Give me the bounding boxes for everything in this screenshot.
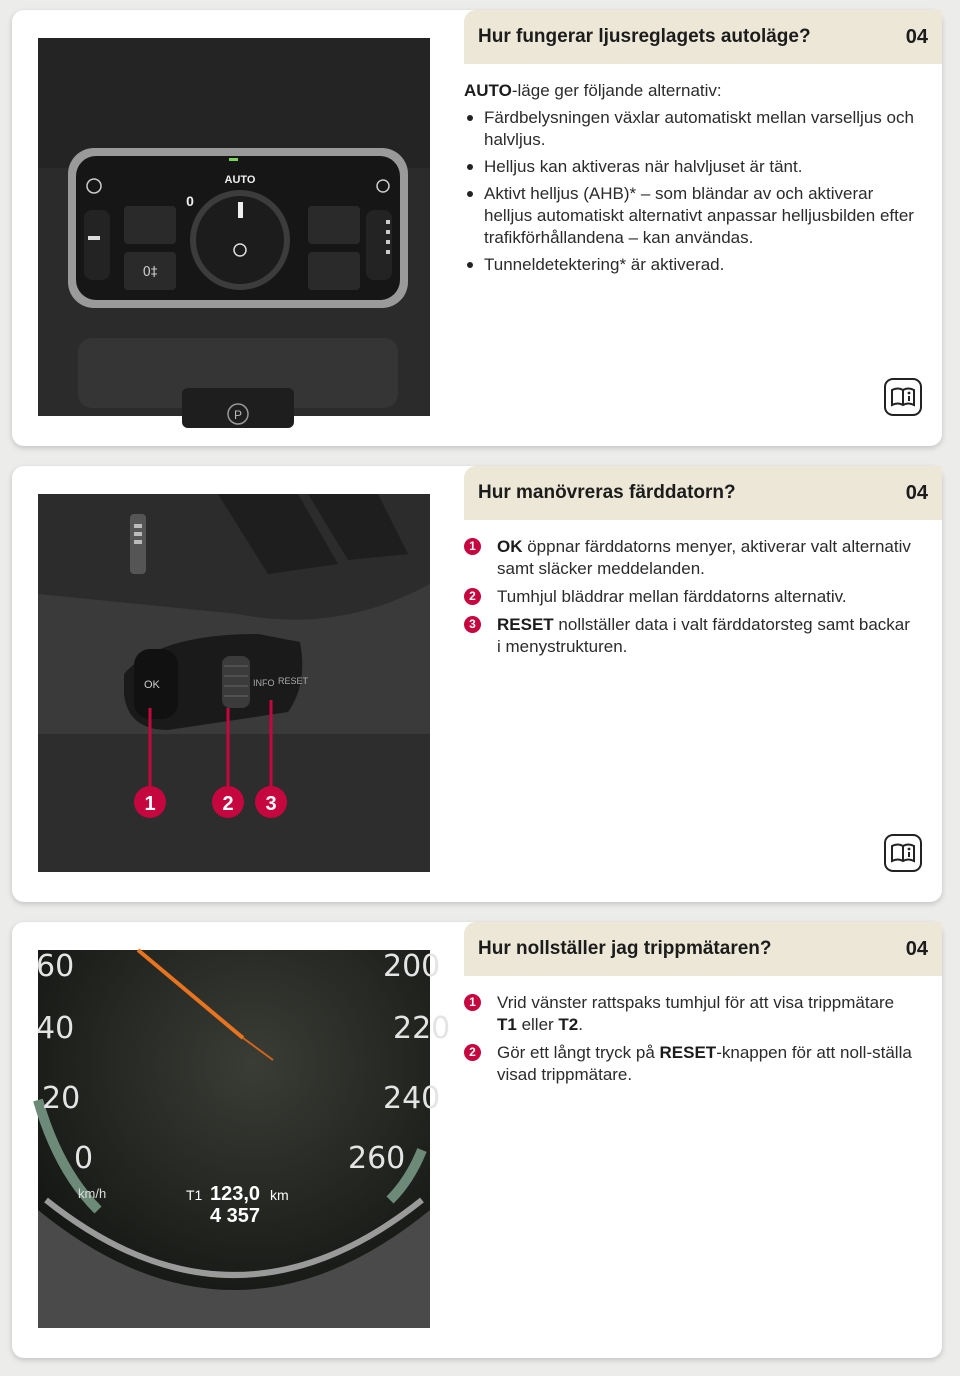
section-title: Hur fungerar ljusreglagets autoläge? — [478, 26, 811, 47]
step-bold: T2 — [558, 1015, 579, 1034]
card-light-switch — [12, 10, 942, 446]
step-text: nollställer data i valt färddatorsteg samt backar i menystrukturen. — [497, 615, 910, 656]
step-bold: RESET — [659, 1043, 717, 1062]
intro-bold: AUTO — [464, 81, 512, 100]
section-header — [464, 10, 942, 64]
zero-label: 0 — [186, 193, 194, 209]
step-list — [464, 992, 914, 1086]
callout-3: 3 — [265, 793, 277, 815]
light-switch-photo — [38, 38, 430, 422]
step-bold: RESET — [497, 615, 554, 634]
section-body — [464, 80, 914, 281]
chapter-number: 04 — [905, 937, 928, 960]
step-number: 2 — [464, 588, 481, 605]
trip-label: T1 — [186, 1187, 203, 1203]
trip-value: 123,0 — [210, 1183, 261, 1205]
auto-label: AUTO — [224, 174, 256, 186]
section-title: Hur nollställer jag trippmätaren? — [478, 938, 772, 959]
intro-text — [464, 80, 914, 102]
section-title: Hur manövreras färddatorn? — [478, 482, 736, 503]
card-trip-computer — [12, 466, 942, 902]
speed-unit: km/h — [78, 1186, 107, 1201]
step-text: . — [578, 1015, 583, 1034]
info-label: INFO — [253, 678, 275, 688]
park-label: P — [233, 408, 243, 422]
step-text: eller — [516, 1015, 559, 1034]
step-text: Gör ett långt tryck på — [497, 1043, 660, 1062]
bullet-item: Aktivt helljus (AHB)* – som bländar av och aktiverar helljus automatiskt alternativt anpassar helljusbilden efter trafikförhållandena – kan användas. — [464, 183, 914, 249]
step-item — [464, 1042, 914, 1086]
speed-240: 240 — [383, 1081, 441, 1116]
step-item — [464, 992, 914, 1036]
manual-book-icon[interactable] — [884, 378, 922, 416]
callout-2: 2 — [222, 793, 234, 815]
speed-60: 60 — [36, 949, 75, 984]
step-item — [464, 586, 914, 608]
step-text: öppnar färddatorns menyer, aktiverar valt alternativ samt släcker meddelanden. — [497, 537, 911, 578]
manual-book-icon[interactable] — [884, 834, 922, 872]
svg-text:0‡: 0‡ — [142, 265, 158, 280]
speed-260: 260 — [348, 1141, 406, 1176]
section-header — [464, 922, 942, 976]
reset-label: RESET — [278, 676, 309, 686]
odometer-value: 4 357 — [210, 1205, 261, 1227]
callout-1: 1 — [144, 793, 156, 815]
chapter-number: 04 — [905, 481, 928, 504]
step-text: -knappen för att noll-ställa visad trippmätare. — [497, 1043, 912, 1084]
intro-rest: -läge ger följande alternativ: — [511, 81, 722, 100]
step-text: Vrid vänster rattspaks tumhjul för att visa trippmätare — [497, 993, 895, 1012]
section-body — [464, 992, 914, 1092]
speed-40: 40 — [36, 1011, 75, 1046]
speed-0: 0 — [74, 1141, 94, 1176]
step-number: 1 — [464, 994, 481, 1011]
trip-computer-photo — [38, 494, 430, 872]
step-list — [464, 536, 914, 658]
step-bold: T1 — [497, 1015, 517, 1034]
speed-220: 220 — [393, 1011, 451, 1046]
bullet-item: Tunneldetektering* är aktiverad. — [464, 254, 914, 276]
speedometer-photo — [36, 949, 451, 1328]
step-number: 1 — [464, 538, 481, 555]
section-body — [464, 536, 914, 664]
speed-200: 200 — [383, 949, 441, 984]
speed-20: 20 — [42, 1081, 81, 1116]
section-header — [464, 466, 942, 520]
chapter-number: 04 — [905, 25, 928, 48]
trip-unit: km — [270, 1187, 289, 1203]
ok-label: OK — [144, 679, 160, 691]
card-trip-meter — [12, 922, 942, 1358]
step-number: 3 — [464, 616, 481, 633]
step-item — [464, 614, 914, 658]
bullet-list — [464, 107, 914, 276]
step-bold: OK — [497, 537, 523, 556]
step-number: 2 — [464, 1044, 481, 1061]
bullet-item: Helljus kan aktiveras när halvljuset är tänt. — [464, 156, 914, 178]
bullet-item: Färdbelysningen växlar automatiskt mellan varselljus och halvljus. — [464, 107, 914, 151]
step-item — [464, 536, 914, 580]
step-text: Tumhjul bläddrar mellan färddatorns alternativ. — [497, 587, 847, 606]
